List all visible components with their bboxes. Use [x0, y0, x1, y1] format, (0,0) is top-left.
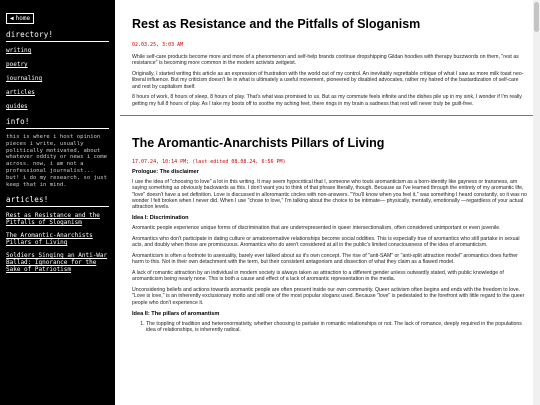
article-paragraph: Aromantic people experience unique forms of discrimination that are underrepresented in queer intersectionalism, often considered unimportant or even juvenile.	[132, 225, 501, 232]
scrollbar-thumb[interactable]	[534, 2, 539, 32]
article-paragraph: While self-care products become more and more of a phenomenon and self-help brands continue dropshipping Gildan hoodies with therapy buzzwords on them, "rest as resistance" is becoming more common in the modern activists zeitgeist.	[132, 54, 519, 67]
article-link-soldiers-singing[interactable]: Soldiers Singing an Anti-War Ballad: Ignorance for the Sake of Patriotism	[6, 252, 108, 274]
article-link-aromantic-anarchists[interactable]: The Aromantic-Anarchists Pillars of Living	[6, 232, 93, 247]
section-heading: Idea I: Discrimination	[132, 215, 189, 222]
scrollbar[interactable]	[533, 0, 540, 405]
sidebar	[0, 0, 115, 405]
nav-link-articles[interactable]: articles	[6, 89, 35, 96]
back-arrow-icon: ◀	[10, 15, 14, 22]
info-text: this is where i host opinion pieces i write, usually politically motivated, about whatever oddity or news i come across. now, i am not a professional journalist... but! i do my research, so just keep that in mind.	[6, 134, 108, 188]
nav-link-writing[interactable]: writing	[6, 47, 32, 54]
articles-heading: articles!	[6, 195, 49, 205]
article-link-rest-as-resistance[interactable]: Rest as Resistance and the Pitfalls of Sloganism	[6, 212, 100, 227]
article-title: Rest as Resistance and the Pitfalls of Sloganism	[132, 17, 421, 31]
article-paragraph: Aromanticism is often a footnote to asexuality, barely ever talked about as it's own concept. The rise of "anti-SAM" or "anti-split attraction model" aromantics does further harm to this. Not in their own detachment with the term, but their consistent antagonism and dissection of what they claim as a flawed model.	[132, 252, 518, 266]
directory-divider	[6, 41, 109, 42]
article-paragraph: Originally, I started writing this article as an expression of frustration with the world out of my control. An inevitably regrettable critique of what I saw as more milk toast neo-liberal influence. But my criticism doesn't lie in what is ultimately a useful movement, pioneered by disabled advocates, rather my hatred of the bastardization of self-care and rest by capitalism itself.	[132, 71, 524, 90]
article-rest-as-resistance	[115, 0, 540, 107]
article-aromantic-anarchists	[115, 116, 540, 333]
article-paragraph: 8 hours of work, 8 hours of sleep, 8 hours of play. That's what was promised to us. But as my commute feels infinite and the dishes pile up in my sink, I wonder if I'm really getting my full 8 hours of play. As I take my boots off to soothe my aching feet, there rings in my brain a sadness that rest will never truly be guilt-free.	[132, 94, 522, 107]
main-content	[115, 0, 540, 405]
pillars-list	[132, 321, 528, 334]
section-heading: Idea II: The pillars of aromantism	[132, 310, 220, 317]
home-button[interactable]	[6, 13, 34, 24]
section-heading: Prologue: The disclaimer	[132, 169, 199, 176]
list-item: 1. The toppling of tradition and heteronormativity, whether choosing to partake in romantic relationships or not. The lack of romance, deeply required in the populations idea of relationships, is inherently radical.	[146, 321, 528, 334]
article-paragraph: A lack of romantic attraction by an individual in modern society is always taken as attraction to a different gender unless outwardly stated, with public knowledge of aromanticism being nearly none. This is both a cause and effect of a lack of aromantic representation in the media.	[132, 270, 504, 283]
info-heading: info!	[6, 117, 30, 126]
info-divider	[6, 128, 109, 129]
nav-link-poetry[interactable]: poetry	[6, 61, 28, 68]
article-title: The Aromantic-Anarchists Pillars of Living	[132, 136, 385, 151]
directory-heading: directory!	[6, 30, 54, 39]
article-date: 02.03.25, 3:03 AM	[132, 42, 184, 48]
articles-divider	[6, 206, 109, 207]
home-button-label: home	[15, 15, 31, 22]
article-paragraph: Unconsidering beliefs and actions towards aromantic people are often present inside our own community. Queer activism often begins and ends with the freedom to love. "Love is love," is an inherently exclusionary motto and still one of the most popular slogans used. Because "love" is pedestaled to the forefront with little regard to the queer people who don't experience it.	[132, 287, 525, 306]
article-date: 17.07.24, 10:14 PM; (last edited 08.08.24, 6:56 PM)	[132, 159, 286, 166]
article-paragraph: Aromantics who don't participate in dating culture or amatonormative relationships become social oddities. This is especially true of aromantics who still partake in sexual acts, and doubly when those are promiscuous. Aromantics who do aren't considered at all in the public's limited consciousness of the idea of aromanticism.	[132, 235, 520, 249]
article-paragraph: I use the idea of "choosing to love" a lot in this writing. It may seem hypocritical that I, someone who touts aromanticism as a born-identity like gayness or transness, am saying something as obviously backwards as this. I don't want you to think of that phrase literally, though. Because as I've learned through the entirety of my aromantic life, "love" doesn't have a set definition. Love is discussed in alloromantic circles with non-answers. "You'll know when you feel it," was something I heard constantly, so it was no wonder I felt broken when I never did. When I use "chose to love," I'm talking about the choice to be intimate— physically, mentally, emotionally —regardless of your actual attraction levels.	[132, 179, 527, 211]
nav-link-guides[interactable]: guides	[6, 103, 28, 110]
nav-link-journaling[interactable]: journaling	[6, 75, 43, 82]
